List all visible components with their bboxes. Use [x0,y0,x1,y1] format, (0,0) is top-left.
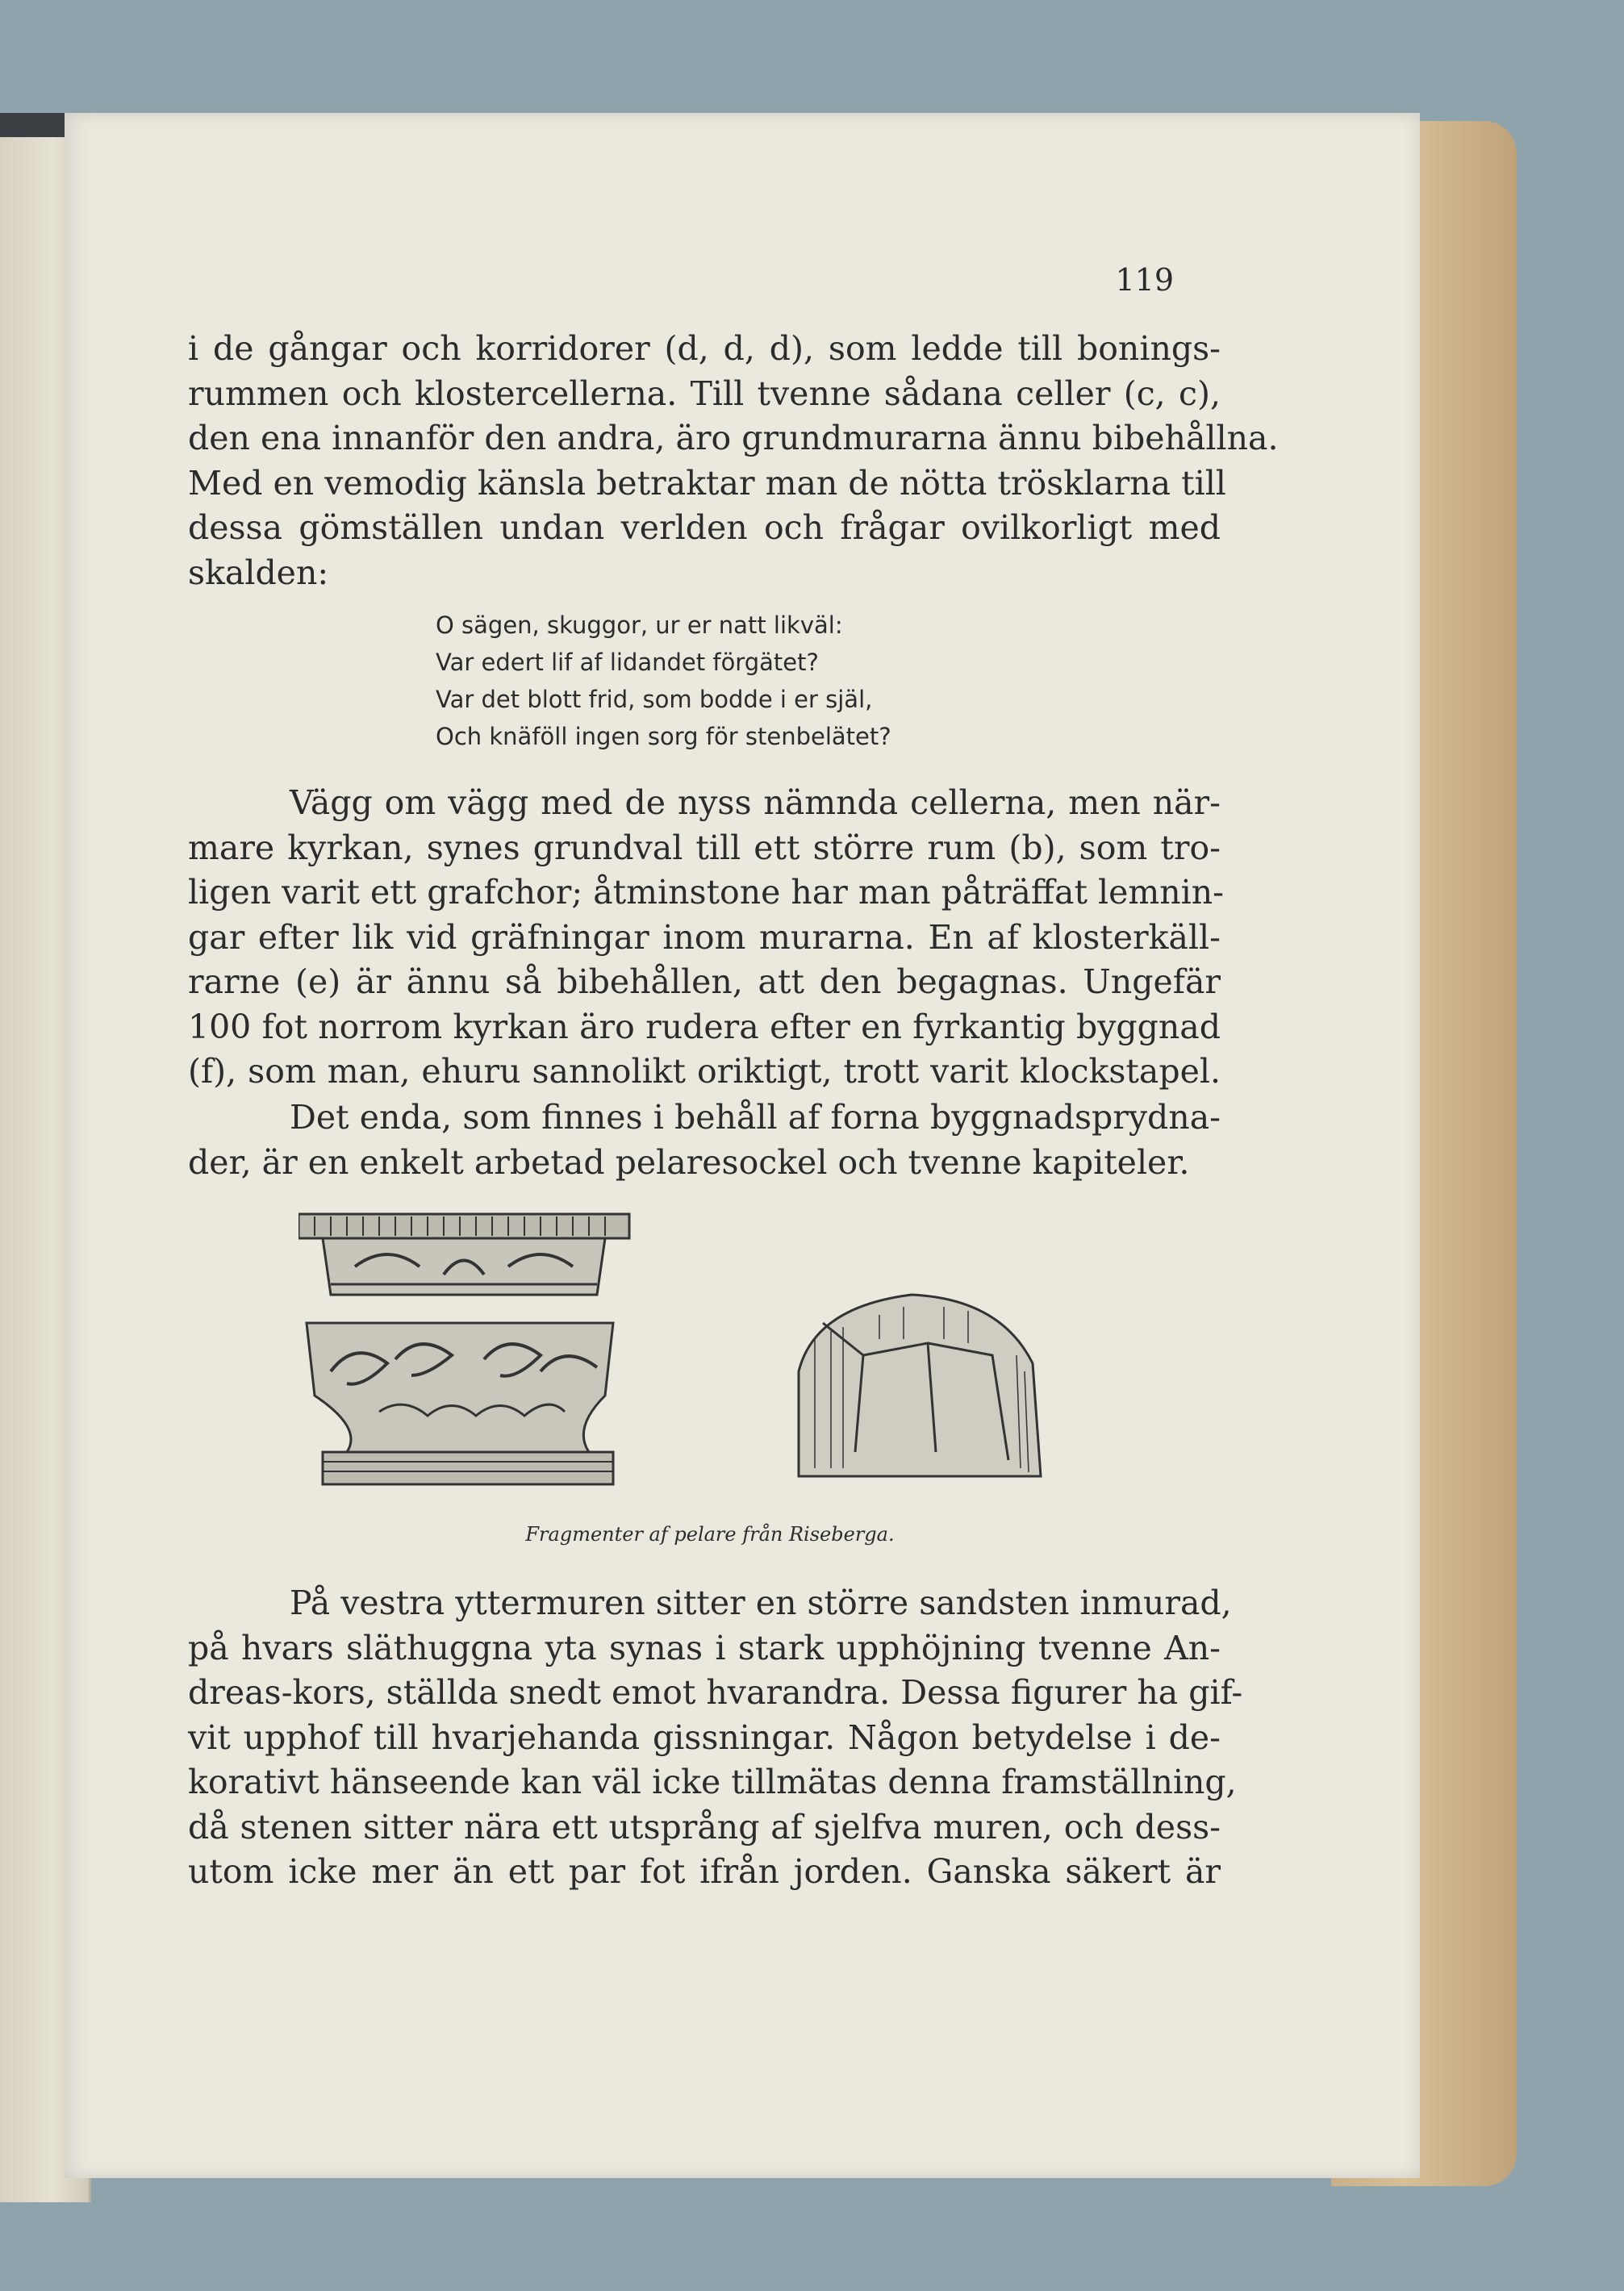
text-line: Vägg om vägg med de nyss nämnda cellerna, men när- [290,783,1221,822]
text-line: den ena innanför den andra, äro grundmurarna ännu bibehållna. [188,419,1279,457]
text-line: gar efter lik vid gräfningar inom murarna. En af klosterkäll- [188,917,1221,957]
text-line: rummen och klostercellerna. Till tvenne sådana celler (c, c), [188,373,1221,413]
capital-upper-fragment [298,1214,629,1295]
poem-line: O sägen, skuggor, ur er natt likväl: [436,611,843,639]
text-line: Med en vemodig känsla betraktar man de nötta trösklarna till [188,463,1226,503]
text-line: i de gångar och korridorer (d, d, d), som ledde till bonings- [188,329,1221,368]
paragraph-3 [188,1095,1221,1185]
text-line: (f), som man, ehuru sannolikt oriktigt, trott varit klockstapel. [188,1052,1221,1091]
text-line: utom icke mer än ett par fot ifrån jorden. Ganska säkert är [188,1852,1221,1891]
poem-quote [436,607,1017,755]
figure-caption: Fragmenter af pelare från Riseberga. [525,1523,895,1546]
pillar-base-fragment [799,1295,1041,1476]
poem-line: Och knäföll ingen sorg för stenbelätet? [436,723,891,750]
poem-line: Var det blott frid, som bodde i er själ, [436,686,873,713]
paragraph-4 [188,1581,1243,1895]
page-number: 119 [1115,262,1174,298]
text-line: Det enda, som finnes i behåll af forna byggnadsprydna- [290,1098,1221,1137]
text-line: på hvars släthuggna yta synas i stark upphöjning tvenne An- [188,1628,1221,1667]
text-line: korativt hänseende kan väl icke tillmätas denna framställning, [188,1763,1237,1801]
paragraph-2 [188,781,1224,1095]
text-line: der, är en enkelt arbetad pelaresockel och tvenne kapiteler. [188,1142,1190,1182]
text-line: På vestra yttermuren sitter en större sandsten inmurad, [290,1584,1232,1622]
text-line: skalden: [188,553,329,592]
text-line: mare kyrkan, synes grundval till ett större rum (b), som tro- [188,828,1221,867]
text-line: dessa gömställen undan verlden och frågar ovilkorligt med [188,508,1221,547]
paragraph-1 [188,327,1279,595]
text-line: rarne (e) är ännu så bibehållen, att den begagnas. Ungefär [188,962,1221,1001]
text-line: 100 fot norrom kyrkan äro rudera efter en fyrkantig byggnad [188,1007,1221,1046]
text-line: då stenen sitter nära ett utsprång af sjelfva muren, och dess- [188,1807,1221,1847]
text-line: vit upphof till hvarjehanda gissningar. Någon betydelse i de- [188,1717,1221,1757]
text-line: dreas-kors, ställda snedt emot hvarandra. Dessa figurer ha gif- [188,1673,1243,1712]
pillar-fragments-illustration [298,1210,1121,1549]
text-line: ligen varit ett grafchor; åtminstone har man påträffat lemnin- [188,873,1224,912]
poem-line: Var edert lif af lidandet förgätet? [436,649,819,676]
capital-lower-fragment [307,1323,613,1484]
